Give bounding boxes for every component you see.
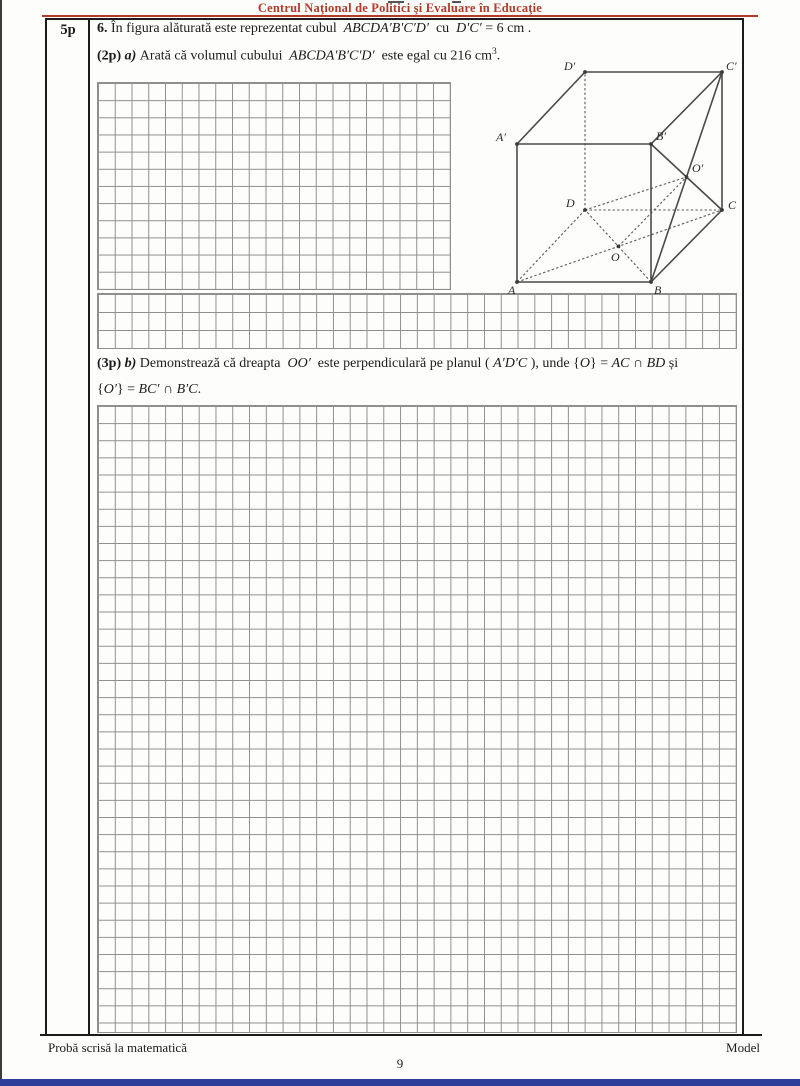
subpoint-a-label: a)	[124, 48, 140, 64]
problem-number: 6.	[97, 21, 111, 36]
svg-text:A: A	[508, 283, 516, 295]
math-cube-name: ABCDA′B′C′D′	[340, 21, 433, 36]
page-edge-line	[0, 0, 2, 1086]
header-rule	[42, 15, 758, 17]
problem-statement-line1: 6. În figura alăturată este reprezentat cubul ABCDA′B′C′D′ cu D′C′ = 6 cm .	[97, 21, 532, 36]
points-badge: 5p	[60, 22, 76, 38]
footer-subject: Probă scrisă la matematică	[48, 1040, 187, 1055]
table-border-left	[45, 18, 47, 1035]
table-column-divider	[88, 18, 90, 1035]
math-edge: D′C′	[452, 21, 482, 36]
answer-grid-top-full	[97, 293, 737, 349]
svg-text:A′: A′	[496, 130, 506, 144]
footer-model: Model	[726, 1040, 760, 1055]
answer-grid-top-left	[97, 82, 451, 290]
subpoint-b-line1: (3p) b) Demonstrează că dreapta OO′ este perpendiculară pe planul ( A′D′C ), unde {O} = AC ∩ BD și	[97, 356, 679, 371]
subpoint-b-label: b)	[124, 356, 140, 371]
svg-text:C′: C′	[726, 60, 737, 73]
svg-text:D′: D′	[564, 60, 576, 73]
math-cube-name: ABCDA′B′C′D′	[285, 48, 379, 64]
subpoint-b-points: (3p)	[97, 356, 125, 371]
cube-figure	[495, 60, 750, 295]
institution-header: Centrul Naţional de Politici şi Evaluare în Educaţie	[257, 1, 543, 15]
answer-grid-main	[97, 405, 737, 1033]
math-segment-oo: OO′	[284, 356, 315, 371]
subpoint-a-points: (2p)	[97, 48, 125, 64]
subpoint-a-line: (2p) a) Arată că volumul cubului ABCDA′B′C′D′ este egal cu 216 $cm^3$.	[97, 47, 501, 64]
bottom-bar	[0, 1079, 800, 1086]
svg-text:D: D	[566, 196, 575, 210]
table-border-top	[45, 18, 744, 20]
subpoint-b-line2: {O′} = BC′ ∩ B′C.	[97, 382, 202, 397]
footer-rule	[40, 1034, 762, 1036]
superscript-3: 3	[492, 47, 497, 57]
math-plane: A′D′C	[493, 356, 528, 371]
svg-text:B′: B′	[656, 129, 666, 143]
svg-text:C: C	[728, 198, 737, 212]
svg-text:O: O	[611, 250, 620, 264]
svg-text:B: B	[654, 283, 662, 295]
svg-text:O′: O′	[692, 161, 704, 175]
page-number: 9	[396, 1056, 404, 1071]
